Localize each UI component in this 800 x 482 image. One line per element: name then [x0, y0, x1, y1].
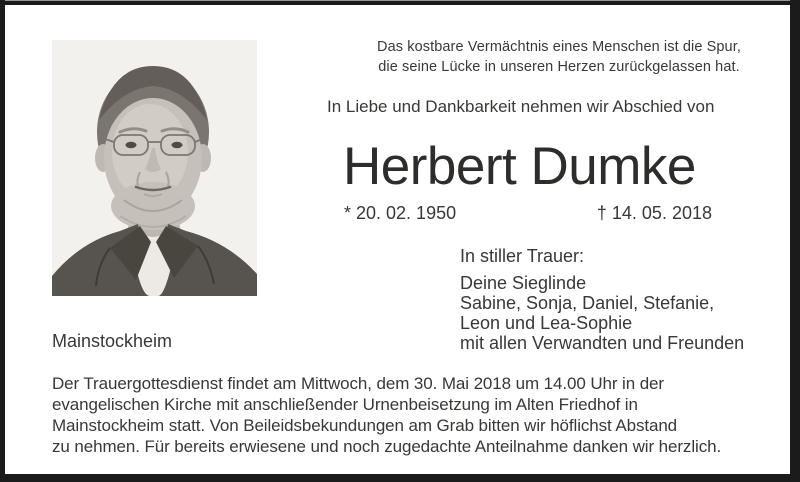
- frame-bottom-border: [0, 474, 800, 482]
- mourner-line: Deine Sieglinde: [460, 273, 587, 293]
- mourners-heading: In stiller Trauer:: [460, 246, 585, 266]
- birth-date: * 20. 02. 1950: [344, 203, 457, 223]
- mourner-line: Leon und Lea-Sophie: [460, 313, 633, 333]
- frame-top-border: [0, 0, 800, 5]
- life-dates: [344, 203, 712, 223]
- portrait-photo: [52, 40, 257, 296]
- funeral-service-info: [52, 373, 762, 457]
- mourners-list: [460, 273, 744, 353]
- funeral-info-line: Der Trauergottesdienst findet am Mittwoch, dem 30. Mai 2018 um 14.00 Uhr in der: [52, 374, 664, 393]
- frame-left-border: [0, 0, 5, 482]
- funeral-info-line: zu nehmen. Für bereits erwiesene und noch zugedachte Anteilnahme danken wir herzlich.: [52, 437, 722, 456]
- memorial-quote-line-2: die seine Lücke in unseren Herzen zurückgelassen hat.: [378, 59, 740, 75]
- memorial-quote: [374, 37, 744, 77]
- frame-right-border: [790, 0, 800, 482]
- deceased-name: Herbert Dumke: [343, 137, 696, 196]
- farewell-intro: In Liebe und Dankbarkeit nehmen wir Abschied von: [327, 97, 715, 116]
- place-name: Mainstockheim: [52, 331, 173, 351]
- mourner-line: mit allen Verwandten und Freunden: [460, 333, 745, 353]
- death-date: † 14. 05. 2018: [596, 203, 712, 223]
- memorial-quote-line-1: Das kostbare Vermächtnis eines Menschen ist die Spur,: [377, 39, 741, 55]
- funeral-info-line: Mainstockheim statt. Von Beileidsbekundungen am Grab bitten wir höflichst Abstand: [52, 416, 678, 435]
- funeral-info-line: evangelischen Kirche mit anschließender Urnenbeisetzung im Alten Friedhof in: [52, 395, 638, 414]
- portrait-photo-drawing: [52, 40, 257, 296]
- mourner-line: Sabine, Sonja, Daniel, Stefanie,: [460, 293, 715, 313]
